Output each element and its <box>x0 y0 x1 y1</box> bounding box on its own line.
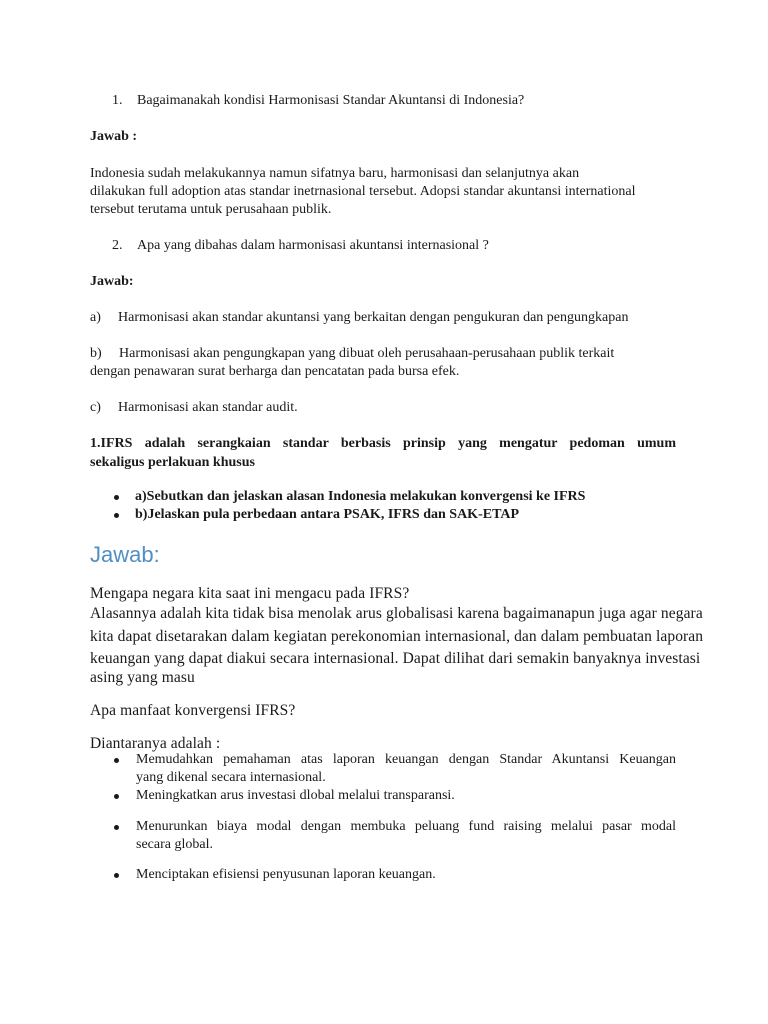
ifrs-statement-line: 1.IFRS adalah serangkaian standar berbasis prinsip yang mengatur pedoman umum <box>90 436 676 451</box>
why-answer-line: Alasannya adalah kita tidak bisa menolak arus globalisasi karena bagaimanapun juga agar negara <box>90 605 703 622</box>
answer-heading: Jawab: <box>90 542 160 567</box>
benefit-intro: Diantaranya adalah : <box>90 735 221 752</box>
benefit-question: Apa manfaat konvergensi IFRS? <box>90 702 296 719</box>
bullet-icon <box>114 513 119 518</box>
q2-number: 2. <box>112 238 123 253</box>
q2-item-text: dengan penawaran surat berharga dan pencatatan pada bursa efek. <box>90 364 460 379</box>
q2-item-text: Harmonisasi akan standar akuntansi yang berkaitan dengan pengukuran dan pengungkapan <box>118 310 629 325</box>
q1-answer-line: Indonesia sudah melakukannya namun sifatnya baru, harmonisasi dan selanjutnya akan <box>90 166 580 181</box>
q2-item-letter: c) <box>90 400 101 415</box>
why-question: Mengapa negara kita saat ini mengacu pada IFRS? <box>90 585 410 602</box>
bullet-icon <box>114 794 119 799</box>
benefit-item: secara global. <box>136 837 213 852</box>
q1-answer-line: tersebut terutama untuk perusahaan publik. <box>90 202 332 217</box>
q2-question: Apa yang dibahas dalam harmonisasi akuntansi internasional ? <box>137 238 489 253</box>
q2-item-text: Harmonisasi akan pengungkapan yang dibuat oleh perusahaan-perusahaan publik terkait <box>119 346 615 361</box>
bullet-icon <box>114 495 119 500</box>
q2-item-letter: b) <box>90 346 102 361</box>
q1-answer-label: Jawab : <box>90 129 138 144</box>
benefit-item: Meningkatkan arus investasi dlobal melalui transparansi. <box>136 788 455 803</box>
benefit-item: Menciptakan efisiensi penyusunan laporan keuangan. <box>136 867 436 882</box>
q2-item-letter: a) <box>90 310 101 325</box>
why-answer-line: keuangan yang dapat diakui secara internasional. Dapat dilihat dari semakin banyaknya investasi <box>90 650 701 667</box>
ifrs-sub-question: b)Jelaskan pula perbedaan antara PSAK, IFRS dan SAK-ETAP <box>135 507 520 522</box>
ifrs-statement-line: sekaligus perlakuan khusus <box>90 455 255 470</box>
q1-number: 1. <box>112 93 123 108</box>
benefit-item: Memudahkan pemahaman atas laporan keuangan dengan Standar Akuntansi Keuangan <box>136 752 676 767</box>
benefit-item: Menurunkan biaya modal dengan membuka peluang fund raising melalui pasar modal <box>136 819 676 834</box>
benefit-item: yang dikenal secara internasional. <box>136 770 326 785</box>
why-answer-line: kita dapat disetarakan dalam kegiatan perekonomian internasional, dan dalam pembuatan laporan <box>90 628 704 645</box>
q2-answer-label: Jawab: <box>90 274 134 289</box>
why-answer-line: asing yang masu <box>90 669 195 686</box>
bullet-icon <box>114 825 119 830</box>
bullet-icon <box>114 873 119 878</box>
q2-item-text: Harmonisasi akan standar audit. <box>118 400 298 415</box>
q1-question: Bagaimanakah kondisi Harmonisasi Standar Akuntansi di Indonesia? <box>137 93 525 108</box>
ifrs-sub-question: a)Sebutkan dan jelaskan alasan Indonesia melakukan konvergensi ke IFRS <box>135 489 586 504</box>
bullet-icon <box>114 758 119 763</box>
q1-answer-line: dilakukan full adoption atas standar inetrnasional tersebut. Adopsi standar akuntansi international <box>90 184 636 199</box>
